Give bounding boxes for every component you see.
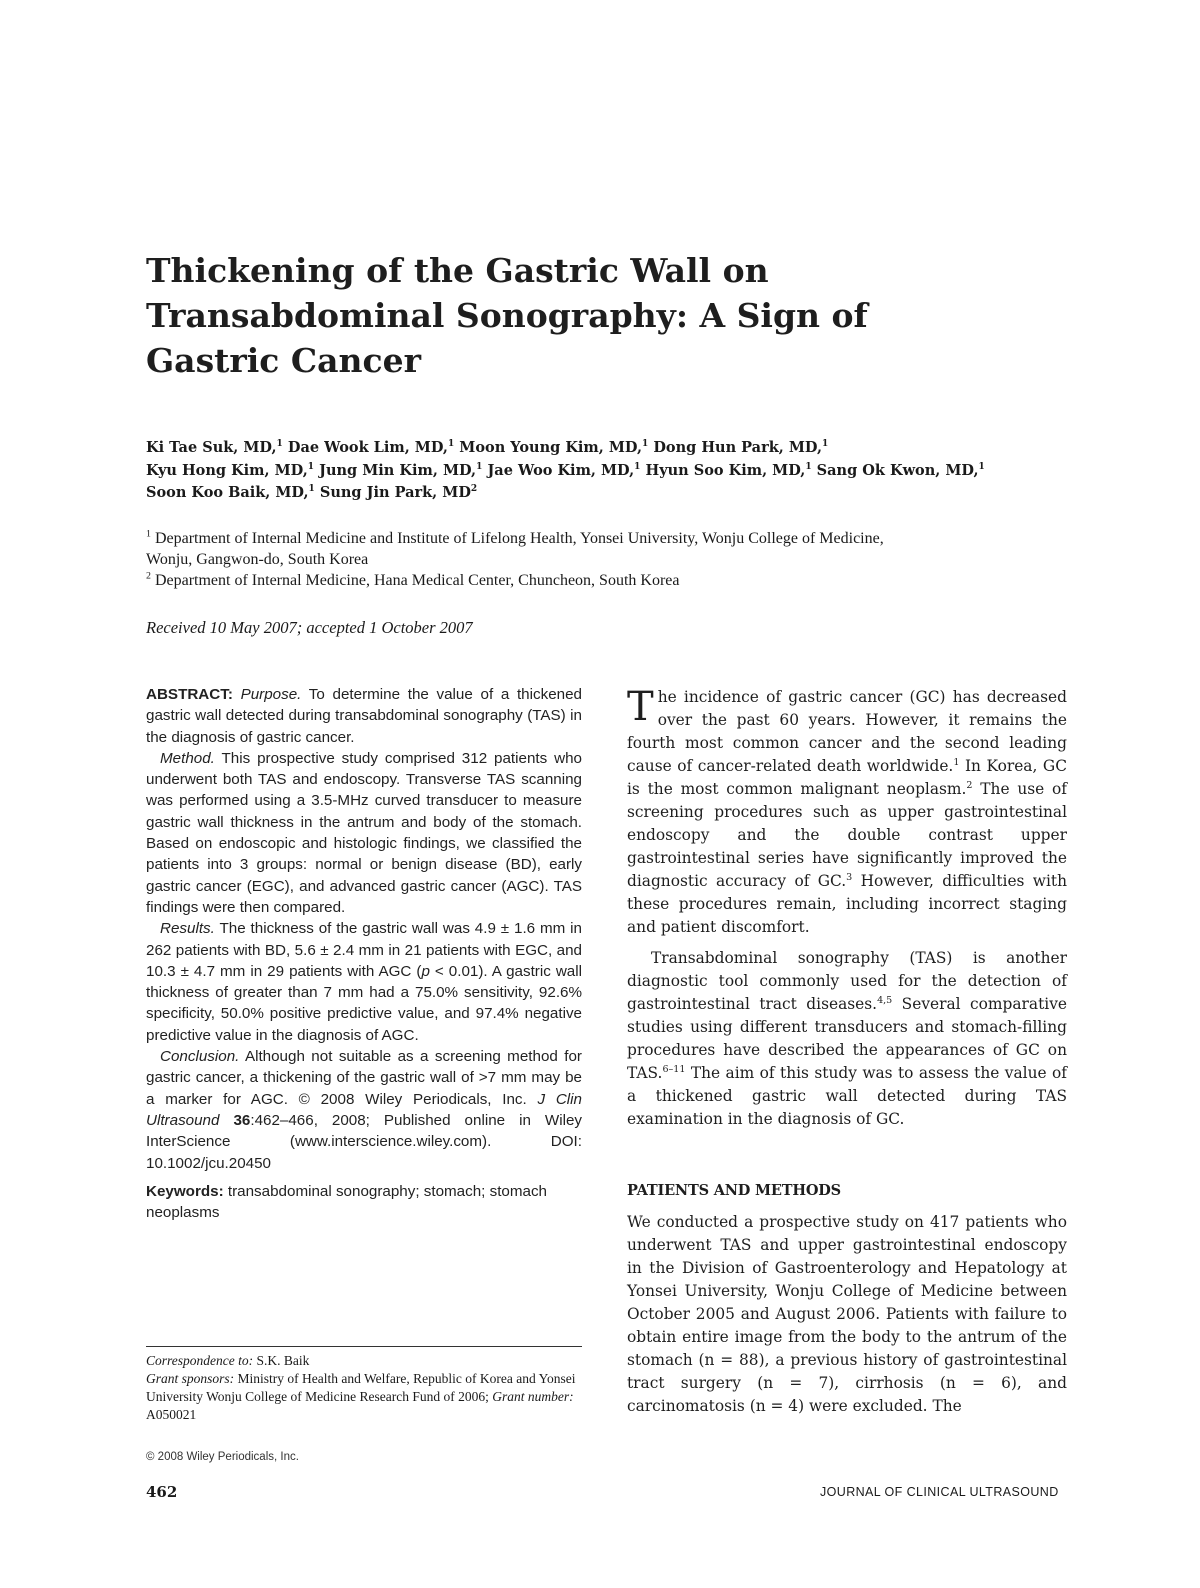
grant-info	[146, 1370, 586, 1424]
author-name: Dong Hun Park, MD,	[653, 439, 823, 456]
keywords-label: Keywords:	[146, 1182, 224, 1200]
author-name: Sung Jin Park, MD	[319, 484, 471, 501]
received-dates: Received 10 May 2007; accepted 1 October 2007	[146, 618, 473, 637]
purpose-text: To determine the value of a thickened gastric wall detected during transabdominal sonography (TAS) in the diagnosis of gastric cancer.	[146, 686, 582, 746]
main-text-column	[627, 686, 1067, 1418]
author-name: Hyun Soo Kim, MD,	[645, 461, 806, 479]
grant-sponsors: Ministry of Health and Welfare, Republic of Korea and Yonsei University Wonju College of Medicine Research Fund of 2006;	[146, 1371, 576, 1404]
affiliations	[146, 528, 1086, 591]
author-line	[146, 460, 1106, 483]
author-name: Ki Tae Suk, MD,	[146, 439, 277, 456]
p-value-symbol: p	[421, 962, 430, 980]
affiliation-mark: 1	[978, 461, 985, 472]
affiliation-mark: 1	[146, 528, 151, 540]
author-list	[146, 437, 1106, 505]
author-name: Sang Ok Kwon, MD,	[816, 461, 979, 479]
abstract-results	[146, 918, 582, 1046]
footnote-divider	[146, 1346, 582, 1347]
citation-journal: J Clin Ultrasound	[146, 1090, 582, 1129]
title-line: Thickening of the Gastric Wall on	[146, 251, 769, 290]
methods-paragraph: We conducted a prospective study on 417 patients who underwent TAS and upper gastrointestinal endoscopy in the Division of Gastroenterology and Hepatology at Yonsei University, Wonju College of Medicine between October 2005 and August 2006. Patients with failure to obtain entire image from the body to the antrum of the stomach (n = 88), a previous history of gastrointestinal tract surgery (n = 7), cirrhosis (n = 6), and carcinomatosis (n = 4) were excluded. The	[627, 1213, 1067, 1415]
affiliation-mark: 1	[822, 439, 829, 450]
intro-text: The use of screening procedures such as upper gastrointestinal endoscopy and the double contrast upper gastrointestinal series have significantly improved the diagnostic accuracy of GC.	[627, 780, 1067, 890]
correspondence-label: Correspondence to:	[146, 1353, 254, 1368]
affiliation-text: Department of Internal Medicine, Hana Medical Center, Chuncheon, South Korea	[154, 572, 680, 589]
keywords-text: transabdominal sonography; stomach; stomach neoplasms	[146, 1182, 547, 1222]
drop-cap: T	[627, 684, 654, 730]
affiliation-mark: 1	[805, 461, 812, 472]
affiliation-mark: 1	[308, 484, 315, 495]
abstract	[146, 684, 582, 1223]
author-line	[146, 437, 1106, 460]
conclusion-label: Conclusion.	[160, 1048, 240, 1066]
abstract-purpose	[146, 684, 582, 748]
affiliation-mark: 1	[447, 439, 455, 450]
correspondence-name: S.K. Baik	[256, 1353, 310, 1368]
affiliation-mark: 2	[470, 484, 478, 495]
intro-text: In Korea, GC is the most common malignant neoplasm.	[627, 757, 1067, 798]
reference-mark: 2	[966, 779, 973, 791]
affiliation-mark: 1	[634, 461, 641, 472]
grant-number: A050021	[146, 1407, 197, 1422]
grant-sponsors-label: Grant sponsors:	[146, 1371, 235, 1386]
page-number: 462	[146, 1483, 178, 1501]
footnotes	[146, 1352, 586, 1424]
purpose-label: Purpose.	[240, 686, 302, 703]
reference-mark: 6–11	[662, 1063, 686, 1075]
intro-text: Transabdominal sonography (TAS) is another diagnostic tool commonly used for the detection of gastrointestinal tract diseases.	[627, 949, 1067, 1013]
author-name: Kyu Hong Kim, MD,	[146, 461, 308, 479]
intro-text: However, difficulties with these procedures remain, including incorrect staging and patient discomfort.	[627, 872, 1067, 936]
title-line: Gastric Cancer	[146, 341, 422, 380]
author-line	[146, 482, 1106, 505]
section-heading: PATIENTS AND METHODS	[627, 1182, 841, 1199]
author-name: Soon Koo Baik, MD,	[146, 484, 309, 501]
grant-number-label: Grant number:	[492, 1389, 574, 1404]
author-name: Jung Min Kim, MD,	[319, 461, 477, 479]
intro-text: Several comparative studies using different transducers and stomach-filling procedures have described the appearances of GC on TAS.	[627, 995, 1067, 1082]
method-label: Method.	[160, 749, 215, 767]
affiliation-mark: 1	[307, 461, 315, 472]
correspondence	[146, 1352, 586, 1370]
results-text: < 0.01). A gastric wall thickness of greater than 7 mm had a 75.0% sensitivity, 92.6% specificity, 50.0% positive predictive value, and 97.4% negative predictive value in the diagnosis of AGC.	[146, 962, 582, 1044]
method-text: This prospective study comprised 312 patients who underwent both TAS and endoscopy. Transverse TAS scanning was performed using a 3.5-MHz curved transducer to measure gastric wall thickness in the antrum and body of the stomach. Based on endoscopic and histologic findings, we classified the patients into 3 groups: normal or benign disease (BD), early gastric cancer (EGC), and advanced gastric cancer (AGC). TAS findings were then compared.	[146, 749, 582, 916]
author-name: Jae Woo Kim, MD,	[487, 461, 635, 479]
reference-mark: 4,5	[877, 994, 893, 1006]
abstract-conclusion	[146, 1046, 582, 1174]
citation-volume: 36	[233, 1111, 251, 1129]
affiliation-mark: 1	[642, 439, 649, 450]
affiliation-mark: 1	[476, 461, 483, 472]
keywords	[146, 1181, 582, 1224]
reference-mark: 3	[846, 871, 853, 883]
results-text: The thickness of the gastric wall was 4.9 ± 1.6 mm in 262 patients with BD, 5.6 ± 2.4 mm in 21 patients with EGC, and 10.3 ± 4.7 mm in 29 patients with AGC (	[146, 920, 582, 980]
author-name: Moon Young Kim, MD,	[459, 439, 643, 456]
intro-paragraph	[627, 947, 1067, 1131]
intro-text: he incidence of gastric cancer (GC) has decreased over the past 60 years. However, it remains the fourth most common cancer and the second leading cause of cancer-related death worldwide.	[627, 688, 1067, 775]
intro-paragraph	[627, 686, 1067, 939]
affiliation-1	[146, 528, 1086, 549]
intro-text: The aim of this study was to assess the value of a thickened gastric wall detected during TAS examination in the diagnosis of GC.	[627, 1064, 1067, 1128]
affiliation-mark: 1	[276, 439, 283, 450]
citation-rest: :462–466, 2008; Published online in Wiley InterScience (www.interscience.wiley.com). DOI: 10.1002/jcu.20450	[146, 1111, 582, 1172]
author-name: Dae Wook Lim, MD,	[287, 439, 448, 456]
reference-mark: 1	[953, 756, 960, 768]
affiliation-text: Department of Internal Medicine and Institute of Lifelong Health, Yonsei University, Wonju College of Medicine,	[154, 530, 884, 547]
affiliation-2	[146, 570, 1086, 591]
abstract-method	[146, 748, 582, 918]
journal-name: JOURNAL OF CLINICAL ULTRASOUND	[820, 1485, 1059, 1499]
article-title	[146, 248, 1046, 383]
conclusion-text: Although not suitable as a screening method for gastric cancer, a thickening of the gastric wall of >7 mm may be a marker for AGC. © 2008 Wiley Periodicals, Inc.	[146, 1048, 582, 1108]
affiliation-1-cont: Wonju, Gangwon-do, South Korea	[146, 551, 369, 568]
results-label: Results.	[160, 920, 215, 938]
affiliation-mark: 2	[146, 570, 151, 582]
abstract-label: ABSTRACT:	[146, 686, 233, 703]
title-line: Transabdominal Sonography: A Sign of	[146, 296, 868, 335]
copyright: © 2008 Wiley Periodicals, Inc.	[146, 1451, 299, 1463]
